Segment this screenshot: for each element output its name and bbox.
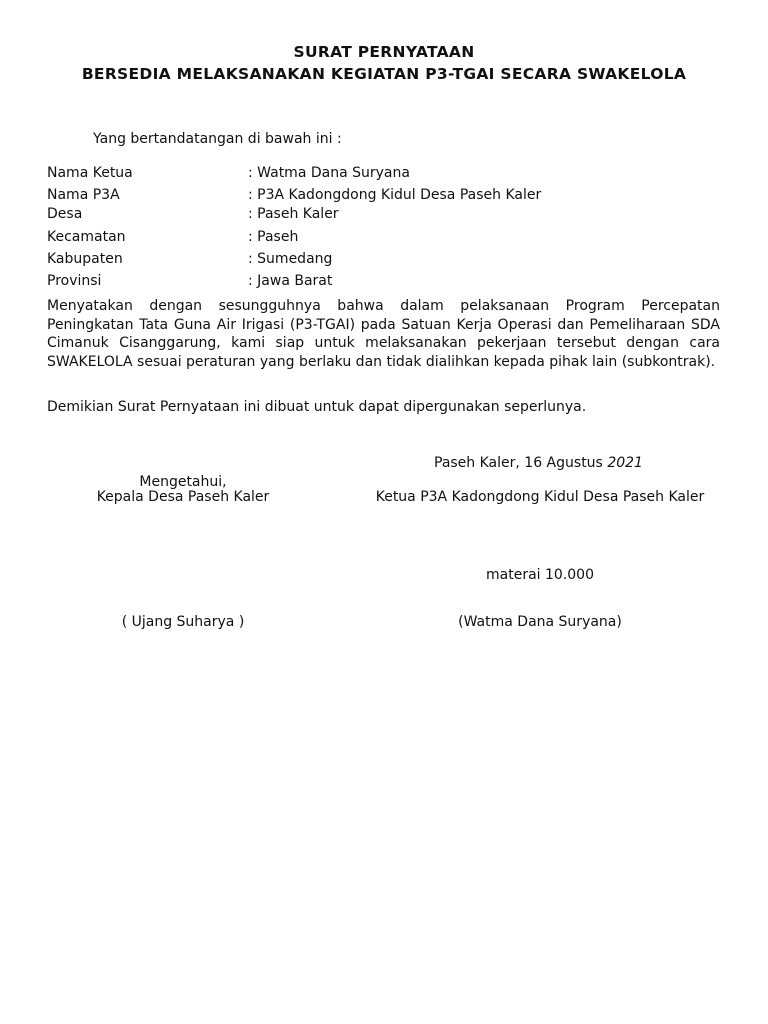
field-value-nama-ketua: : Watma Dana Suryana [248, 165, 410, 181]
field-label-nama-p3a: Nama P3A [47, 187, 120, 203]
field-value-kecamatan: : Paseh [248, 229, 299, 245]
field-label-nama-ketua: Nama Ketua [47, 165, 133, 181]
place-date [434, 455, 643, 471]
intro-text: Yang bertandatangan di bawah ini : [93, 131, 342, 147]
statement-paragraph: Menyatakan dengan sesungguhnya bahwa dalam pelaksanaan Program Percepatan Peningkatan Tata Guna Air Irigasi (P3-TGAI) pada Satuan Kerja Operasi dan Pemeliharaan SDA Cimanuk Cisanggarung, kami siap untuk melaksanakan pekerjaan tersebut dengan cara SWAKELOLA sesuai peraturan yang berlaku dan tidak dialihkan kepada pihak lain (subkontrak). [47, 298, 720, 370]
place-date-text: Paseh Kaler, 16 Agustus [434, 455, 608, 471]
left-signer-position: Kepala Desa Paseh Kaler [96, 489, 270, 505]
left-signer-name: ( Ujang Suharya ) [121, 614, 245, 630]
right-signer-name: (Watma Dana Suryana) [458, 614, 622, 630]
closing-paragraph: Demikian Surat Pernyataan ini dibuat untuk dapat dipergunakan seperlunya. [47, 399, 587, 415]
stamp-duty-label: materai 10.000 [486, 567, 594, 583]
right-signer-position: Ketua P3A Kadongdong Kidul Desa Paseh Kaler [375, 489, 705, 505]
field-value-kabupaten: : Sumedang [248, 251, 333, 267]
document-title: SURAT PERNYATAAN [293, 43, 475, 61]
field-label-desa: Desa [47, 206, 83, 222]
field-value-desa: : Paseh Kaler [248, 206, 339, 222]
left-acknowledged: Mengetahui, [139, 474, 227, 490]
field-label-kecamatan: Kecamatan [47, 229, 126, 245]
field-label-provinsi: Provinsi [47, 273, 102, 289]
field-value-provinsi: : Jawa Barat [248, 273, 333, 289]
field-label-kabupaten: Kabupaten [47, 251, 123, 267]
field-value-nama-p3a: : P3A Kadongdong Kidul Desa Paseh Kaler [248, 187, 542, 203]
document-subtitle: BERSEDIA MELAKSANAKAN KEGIATAN P3-TGAI SECARA SWAKELOLA [81, 65, 687, 83]
date-year: 2021 [607, 455, 643, 471]
